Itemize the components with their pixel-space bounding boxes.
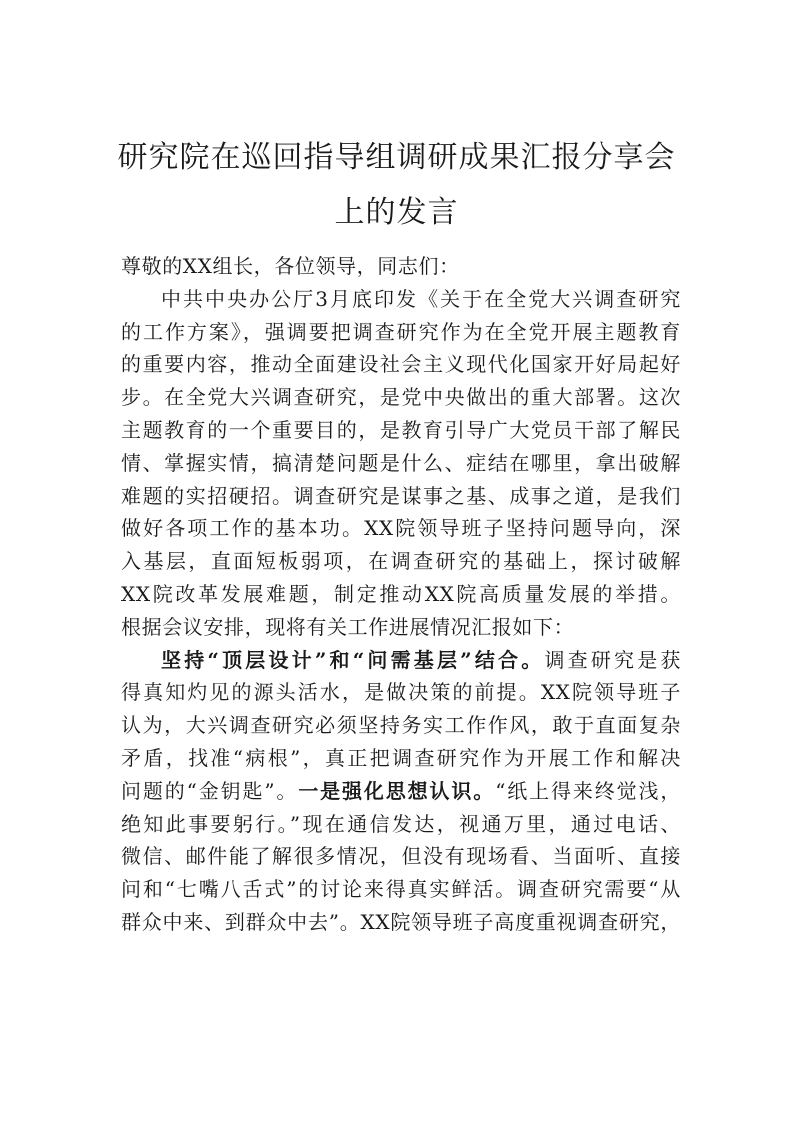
para2-heading: 坚持“顶层设计”和“问需基层”结合。	[161, 647, 545, 672]
para2-text: 调查研究是获	[544, 647, 681, 672]
para2-line	[121, 644, 681, 677]
para2-subheading: 一是强化思想认识。	[298, 778, 496, 803]
para1-line: 步。在全党大兴调查研究，是党中央做出的重大部署。这次	[121, 385, 681, 410]
document-title-line-2: 上的发言	[334, 195, 459, 230]
para2-line: 认为，大兴调查研究必须坚持务实工作作风，敢于直面复杂	[121, 713, 681, 738]
para2-line	[121, 775, 681, 808]
para2-line: 微信、邮件能了解很多情况，但没有现场看、当面听、直接	[121, 844, 681, 869]
document-body	[121, 250, 681, 939]
para2-text: 问题的“金钥匙”。	[121, 778, 299, 803]
para2-line: 绝知此事要躬行。”现在通信发达，视通万里，通过电话、	[121, 811, 681, 836]
para1-line: 入基层，直面短板弱项，在调查研究的基础上，探讨破解	[121, 549, 681, 574]
para1-line: 的重要内容，推动全面建设社会主义现代化国家开好局起好	[121, 352, 681, 377]
para1-line: XX院改革发展难题，制定推动XX院高质量发展的举措。	[121, 581, 681, 606]
para2-line: 群众中来、到群众中去”。XX院领导班子高度重视调查研究，	[121, 909, 681, 934]
para1-line: 根据会议安排，现将有关工作进展情况汇报如下：	[121, 614, 575, 639]
para2-line: 得真知灼见的源头活水，是做决策的前提。XX院领导班子	[121, 680, 681, 705]
para2-line: 问和“七嘴八舌式”的讨论来得真实鲜活。调查研究需要“从	[121, 877, 681, 902]
para1-line: 情、掌握实情，搞清楚问题是什么、症结在哪里，拿出破解	[121, 450, 681, 475]
salutation: 尊敬的XX组长，各位领导，同志们：	[121, 254, 460, 278]
document-title-line-1: 研究院在巡回指导组调研成果汇报分享会	[117, 140, 676, 175]
para1-line: 的工作方案》，强调要把调查研究作为在全党开展主题教育	[121, 319, 681, 344]
para2-text: “纸上得来终觉浅，	[495, 778, 681, 803]
para2-line: 矛盾，找准“病根”，真正把调查研究作为开展工作和解决	[121, 745, 681, 770]
para1-line: 做好各项工作的基本功。XX院领导班子坚持问题导向，深	[121, 516, 681, 541]
para1-line: 主题教育的一个重要目的，是教育引导广大党员干部了解民	[121, 417, 681, 442]
para1-line: 中共中央办公厅3月底印发《关于在全党大兴调查研究	[161, 286, 681, 311]
para1-line: 难题的实招硬招。调查研究是谋事之基、成事之道，是我们	[121, 483, 681, 508]
